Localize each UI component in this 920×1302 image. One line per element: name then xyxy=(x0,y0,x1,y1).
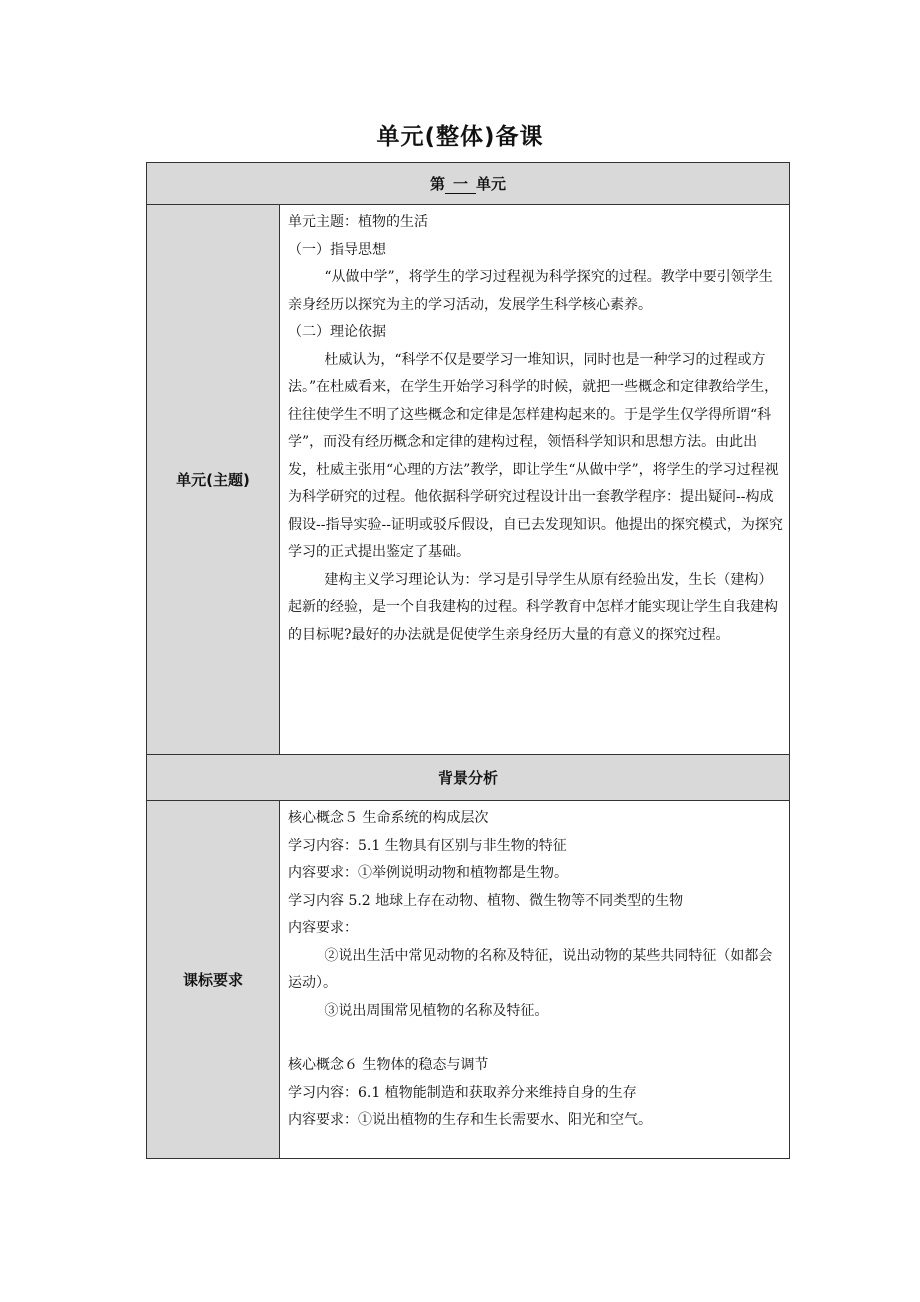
standards-line: 内容要求： xyxy=(288,920,358,936)
standards-content xyxy=(280,801,790,1159)
unit-number: 一 xyxy=(445,175,476,194)
background-header-row xyxy=(147,755,790,801)
standards-line: 内容要求：①举例说明动物和植物都是生物。 xyxy=(288,865,568,881)
unit-theme-line: 单元主题：植物的生活 xyxy=(288,214,428,230)
standards-label: 课标要求 xyxy=(147,801,280,1159)
standards-line: 内容要求：①说出植物的生存和生长需要水、阳光和空气。 xyxy=(288,1112,652,1128)
unit-suffix: 单元 xyxy=(476,175,507,193)
standards-line: 学习内容：5.1 生物具有区别与非生物的特征 xyxy=(288,837,567,854)
theory-basis-heading: （二）理论依据 xyxy=(288,324,386,340)
standards-line: 核心概念６ 生物体的稳态与调节 xyxy=(288,1057,489,1073)
standards-line: 学习内容 5.2 地球上存在动物、植物、微生物等不同类型的生物 xyxy=(288,892,684,909)
unit-header-cell xyxy=(147,163,790,205)
lesson-plan-table xyxy=(146,162,790,1159)
spacer xyxy=(288,1025,783,1052)
guiding-thought-heading: （一）指导思想 xyxy=(288,241,386,258)
unit-header-row xyxy=(147,163,790,205)
unit-topic-row xyxy=(147,205,790,755)
unit-topic-content xyxy=(280,205,790,755)
standards-row xyxy=(147,801,790,1159)
guiding-thought-text: “从做中学”，将学生的学习过程视为科学探究的过程。教学中要引领学生亲身经历以探究为主的学习活动，发展学生科学核心素养。 xyxy=(288,269,773,313)
background-header-cell: 背景分析 xyxy=(147,755,790,801)
unit-topic-label: 单元(主题) xyxy=(147,205,280,755)
unit-prefix: 第 xyxy=(429,175,445,193)
page-title: 单元(整体)备课 xyxy=(376,124,544,150)
standards-line: 学习内容：6.1 植物能制造和获取养分来维持自身的生存 xyxy=(288,1084,637,1101)
theory-basis-paragraph-1: 杜威认为，“科学不仅是要学习一堆知识，同时也是一种学习的过程或方法。”在杜威看来，在学生开始学习科学的时候，就把一些概念和定律教给学生，往往使学生不明了这些概念和定律是怎样建构起来的。于是学生仅学得所谓“科学”，而没有经历概念和定律的建构过程，领悟科学知识和思想方法。由此出发，杜威主张用“心理的方法”教学，即让学生“从做中学”，将学生的学习过程视为科学研究的过程。他依据科学研究过程设计出一套教学程序：提出疑问--构成假设--指导实验--证明或驳斥假设，自已去发现知识。他提出的探究模式，为探究学习的正式提出鉴定了基础。 xyxy=(288,351,783,560)
standards-line: ②说出生活中常见动物的名称及特征，说出动物的某些共同特征（如都会运动）。 xyxy=(288,947,773,991)
standards-line: 核心概念５ 生命系统的构成层次 xyxy=(288,810,489,826)
standards-line: ③说出周围常见植物的名称及特征。 xyxy=(324,1002,549,1019)
theory-basis-paragraph-2: 建构主义学习理论认为：学习是引导学生从原有经验出发，生长（建构）起新的经验，是一个自我建构的过程。科学教育中怎样才能实现让学生自我建构的目标呢?最好的办法就是促使学生亲身经历大量的有意义的探究过程。 xyxy=(288,571,778,643)
